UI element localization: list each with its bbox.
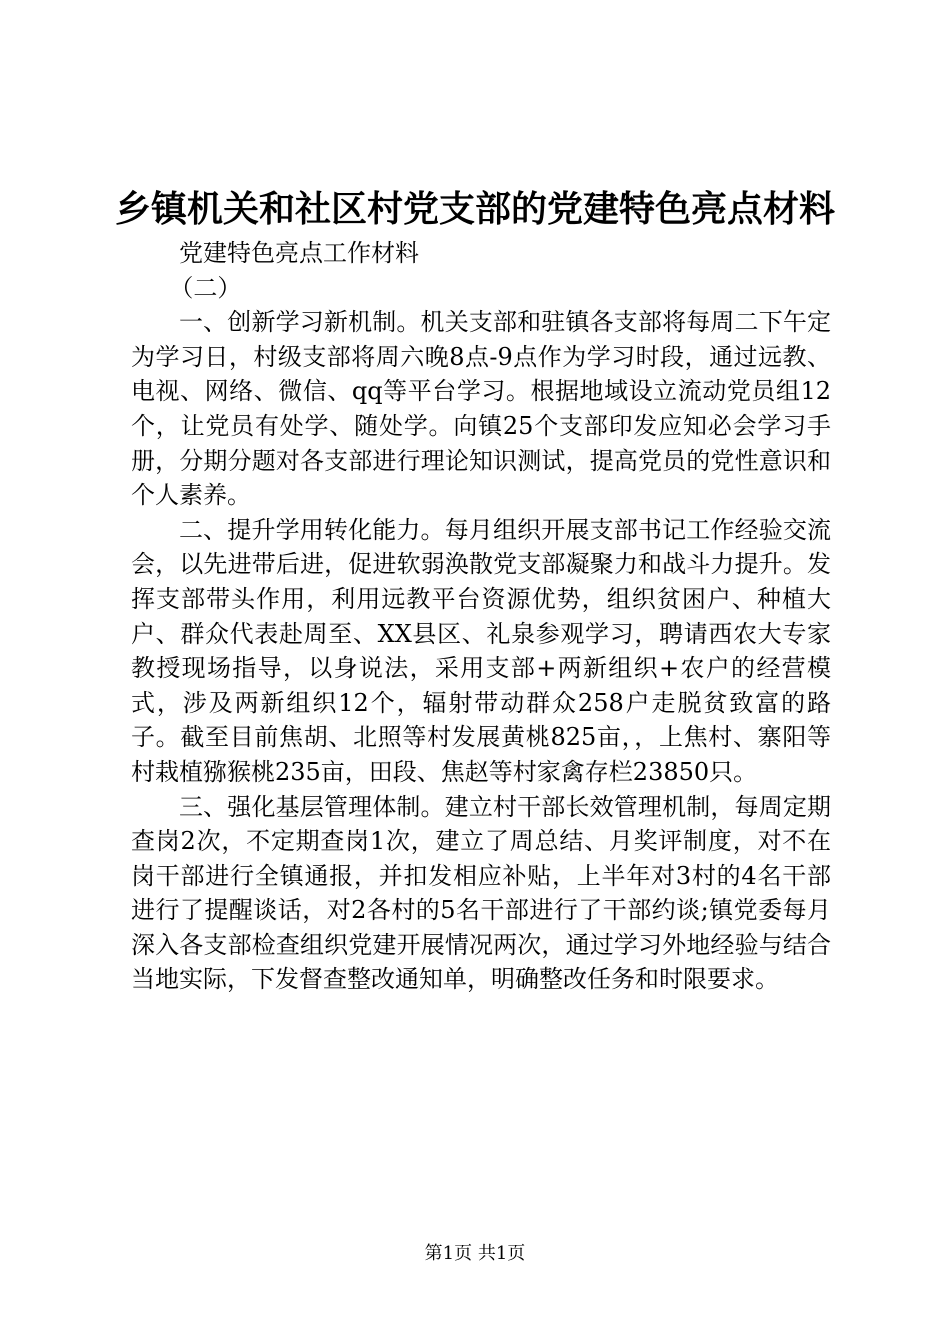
paragraph-innovation: 一、创新学习新机制。机关支部和驻镇各支部将每周二下午定为学习日，村级支部将周六晚8点-9点作为学习时段，通过远教、电视、网络、微信、qq等平台学习。根据地域设立流动党员组12个，让党员有处学、随处学。向镇25个支部印发应知必会学习手册，分期分题对各支部进行理论知识测试，提高党员的党性意识和个人素养。 (131, 308, 831, 510)
section-number: （二） (169, 273, 242, 302)
document-title: 乡镇机关和社区村党支部的党建特色亮点材料 (114, 188, 835, 230)
paragraph-management: 三、强化基层管理体制。建立村干部长效管理机制，每周定期查岗2次，不定期查岗1次，建立了周总结、月奖评制度，对不在岗干部进行全镇通报，并扣发相应补贴，上半年对3村的4名干部进行了提醒谈话，对2各村的5名干部进行了干部约谈;镇党委每月深入各支部检查组织党建开展情况两次，通过学习外地经验与结合当地实际，下发督查整改通知单，明确整改任务和时限要求。 (131, 792, 831, 994)
document-subtitle: 党建特色亮点工作材料 (179, 239, 419, 267)
page-footer: 第1页 共1页 (424, 1243, 526, 1264)
paragraph-capability: 二、提升学用转化能力。每月组织开展支部书记工作经验交流会，以先进带后进，促进软弱涣散党支部凝聚力和战斗力提升。发挥支部带头作用，利用远教平台资源优势，组织贫困户、种植大户、群众代表赴周至、XX县区、礼泉参观学习，聘请西农大专家教授现场指导，以身说法，采用支部+两新组织+农户的经营模式，涉及两新组织12个，辐射带动群众258户走脱贫致富的路子。截至目前焦胡、北照等村发展黄桃825亩，，上焦村、寨阳等村栽植猕猴桃235亩，田段、焦赵等村家禽存栏23850只。 (131, 515, 831, 786)
document-body (131, 236, 831, 997)
